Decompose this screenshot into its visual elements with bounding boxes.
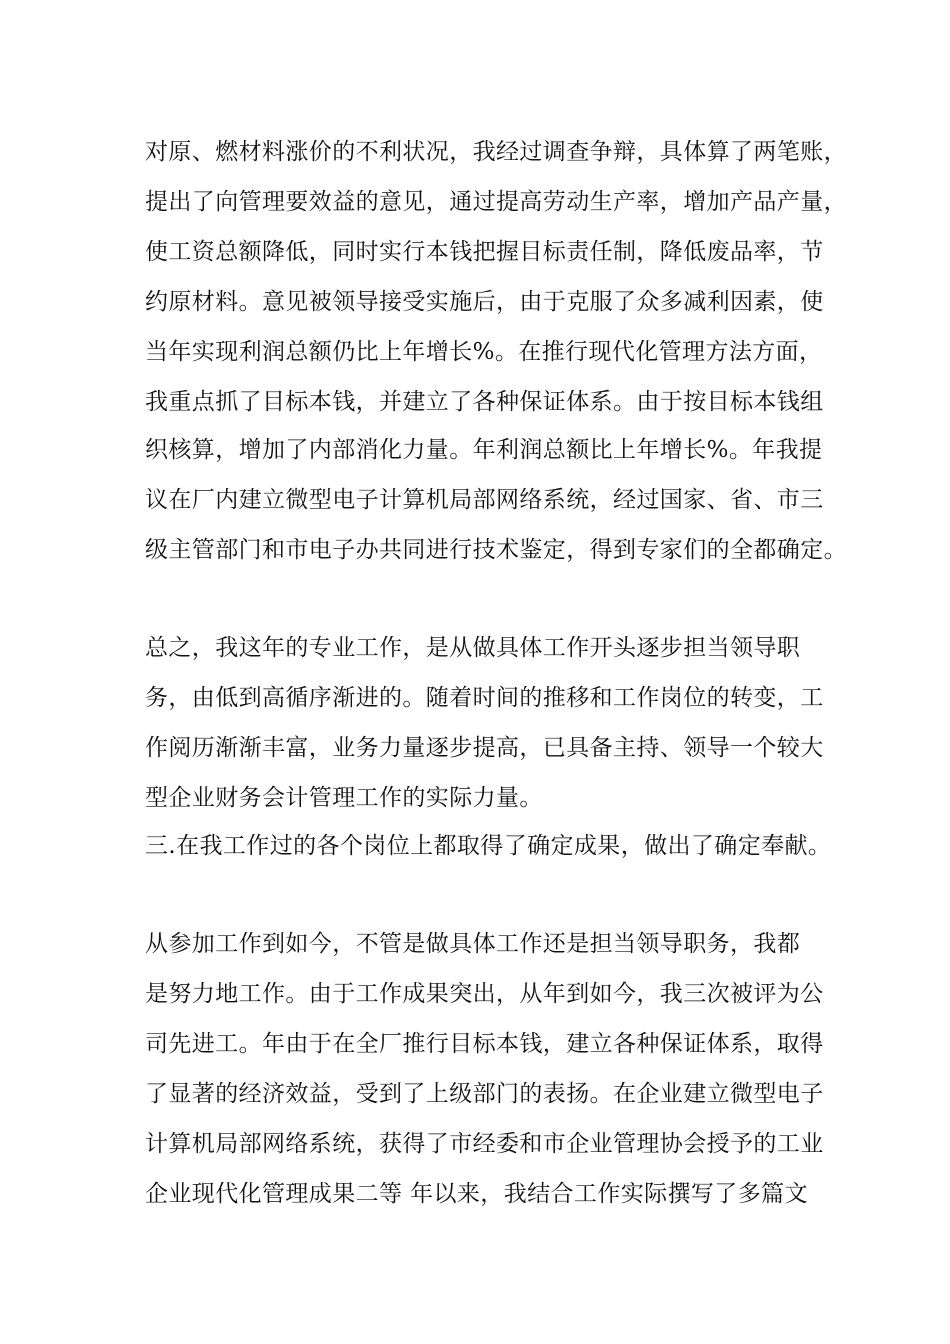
text-line: 约原材料。意见被领导接受实施后，由于克服了众多减利因素，使 [145,289,824,315]
text-line: 使工资总额降低，同时实行本钱把握目标责任制，降低废品率，节 [145,239,824,265]
text-line: 企业现代化管理成果二等 年以来，我结合工作实际撰写了多篇文 [145,1181,808,1207]
text-line: 对原、燃材料涨价的不利状况，我经过调查争辩，具体算了两笔账， [145,139,847,165]
text-line: 从参加工作到如今，不管是做具体工作还是担当领导职务，我都 [145,931,801,957]
section-heading: 三.在我工作过的各个岗位上都取得了确定成果，做出了确定奉献。 [145,833,832,859]
text-line: 计算机局部网络系统，获得了市经委和市企业管理协会授予的工业 [145,1131,824,1157]
text-line: 当年实现利润总额仍比上年增长%。在推行现代化管理方法方面， [145,339,823,365]
text-line: 级主管部门和市电子办共同进行技术鉴定，得到专家们的全都确定。 [145,537,847,563]
text-line: 我重点抓了目标本钱，并建立了各种保证体系。由于按目标本钱组 [145,389,824,415]
text-line: 织核算，增加了内部消化力量。年利润总额比上年增长%。年我提 [145,437,823,463]
text-line: 议在厂内建立微型电子计算机局部网络系统，经过国家、省、市三 [145,487,824,513]
text-line: 是努力地工作。由于工作成果突出，从年到如今，我三次被评为公 [145,981,824,1007]
text-line: 总之，我这年的专业工作，是从做具体工作开头逐步担当领导职 [145,635,801,661]
text-line: 务，由低到高循序渐进的。随着时间的推移和工作岗位的转变，工 [145,685,824,711]
text-line: 提出了向管理要效益的意见，通过提高劳动生产率，增加产品产量， [145,189,847,215]
text-line: 司先进工。年由于在全厂推行目标本钱，建立各种保证体系，取得 [145,1031,824,1057]
text-line: 作阅历渐渐丰富，业务力量逐步提高，已具备主持、领导一个较大 [145,735,824,761]
text-line: 了显著的经济效益，受到了上级部门的表扬。在企业建立微型电子 [145,1081,824,1107]
text-line: 型企业财务会计管理工作的实际力量。 [145,785,543,811]
